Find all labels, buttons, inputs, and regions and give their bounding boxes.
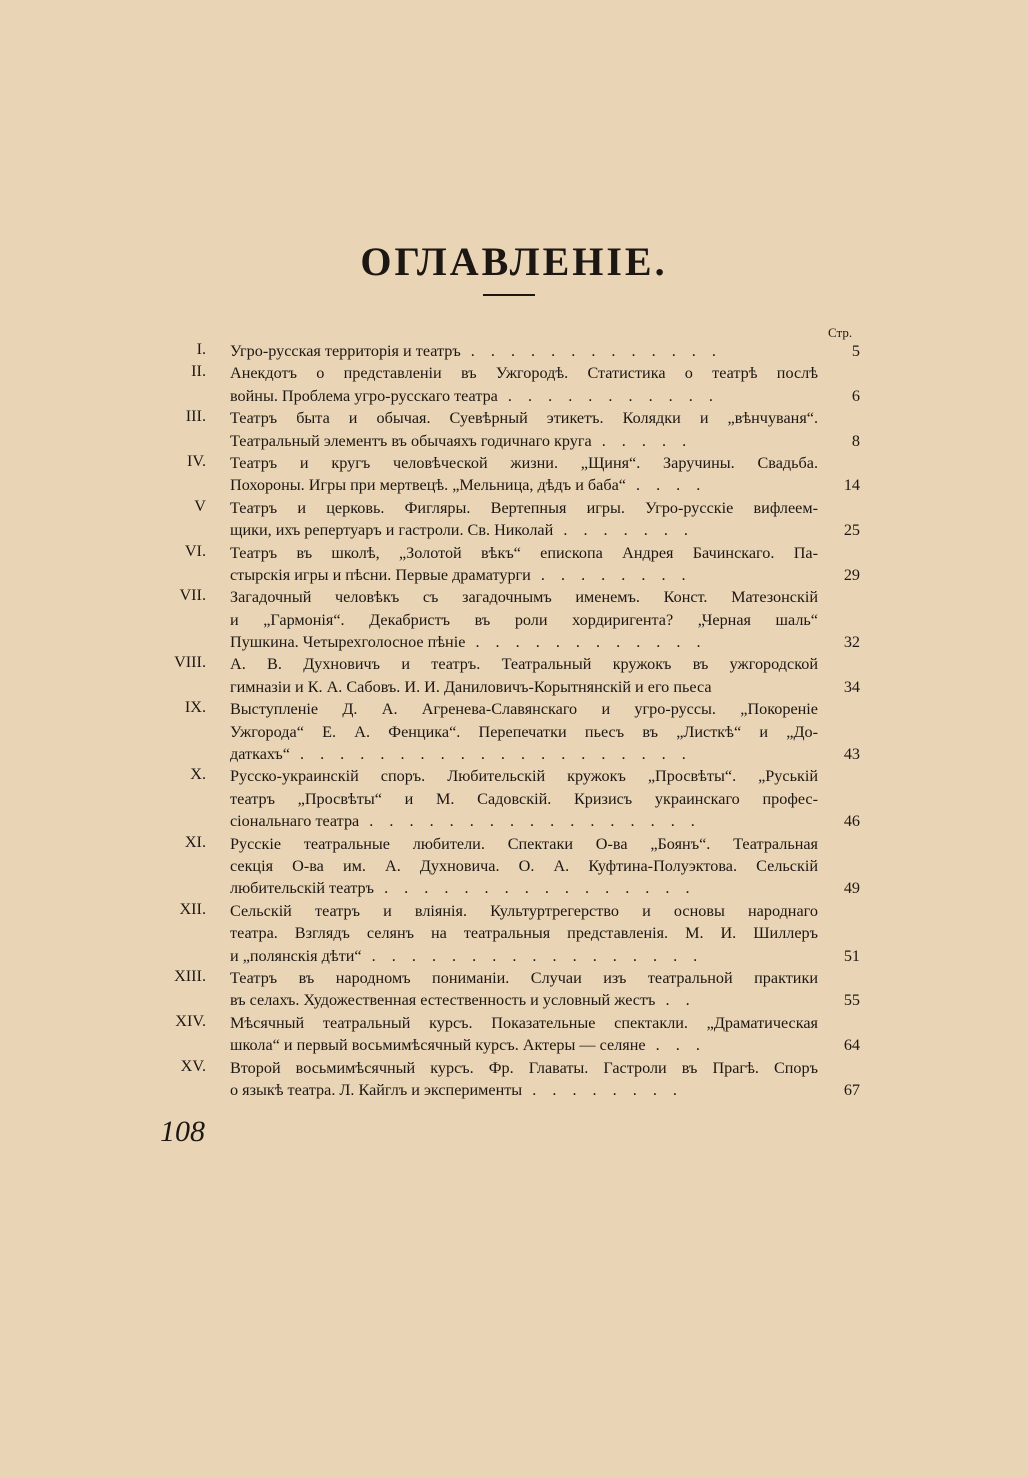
toc-entry-text: Мѣсячный театральный курсъ. Показательные спектакли. „Драматическая — [230, 1013, 818, 1032]
toc-entry — [160, 497, 860, 542]
toc-entry-line — [230, 721, 818, 743]
toc-entry-number: XIII. — [174, 966, 206, 985]
toc-entry-text: Театральный элементъ въ обычаяхъ годичнаго круга — [230, 431, 592, 450]
dot-leader: . . . . . . . . . . . — [497, 386, 719, 405]
toc-entry-text: Угро-русская территорія и театръ — [230, 342, 461, 360]
toc-entry-number: V — [194, 496, 206, 515]
toc-entry-text: Театръ и кругъ человѣческой жизни. „Щиня“. Заручины. Свадьба. — [230, 453, 818, 472]
toc-entry-line — [230, 833, 818, 855]
toc-entry-line — [230, 1034, 818, 1056]
toc-entry-text: Сельскій театръ и вліянія. Культуртрегерство и основы народнаго — [230, 901, 818, 920]
toc-entry-page: 51 — [843, 946, 860, 965]
toc-entry — [160, 542, 860, 587]
toc-entry-line — [230, 989, 818, 1011]
toc-entry-number: II. — [191, 362, 206, 381]
toc-entry-text: школа“ и первый восьмимѣсячный курсъ. Актеры — селяне — [230, 1036, 646, 1055]
toc-entry-number: XII. — [179, 899, 206, 918]
toc-entry-line — [230, 452, 818, 474]
toc-entry — [160, 698, 860, 765]
toc-entry — [160, 1057, 860, 1102]
dot-leader: . . . . . . . . — [530, 565, 692, 584]
toc-entry-text: и „Гармонія“. Декабристъ въ роли хордиригента? „Черная шаль“ — [230, 610, 818, 629]
toc-entry-page: 46 — [843, 812, 860, 831]
toc-entry-text: въ селахъ. Художественная естественность и условный жестъ — [230, 991, 656, 1010]
table-of-contents — [160, 340, 860, 1101]
toc-entry — [160, 900, 860, 967]
toc-entry-line — [230, 676, 818, 698]
toc-entry-line — [230, 653, 818, 675]
page-title: ОГЛАВЛЕНІЕ. — [360, 239, 668, 284]
toc-entry-line — [230, 385, 818, 407]
toc-entry-line — [230, 810, 818, 832]
toc-entry-line — [230, 430, 818, 452]
toc-entry-number: VIII. — [174, 653, 206, 672]
toc-entry-line — [230, 765, 818, 787]
toc-entry-line — [230, 586, 818, 608]
toc-entry-page: 43 — [843, 745, 860, 764]
toc-entry-text: Русскіе театральные любители. Спектаки О-ва „Боянъ“. Театральная — [230, 834, 818, 853]
toc-entry — [160, 833, 860, 900]
toc-entry-text: щики, ихъ репертуаръ и гастроли. Св. Николай — [230, 521, 554, 540]
toc-entry-line — [230, 609, 818, 631]
toc-entry-text: Театръ въ народномъ пониманіи. Случаи изъ театральной практики — [230, 968, 818, 987]
toc-entry-number: XV. — [180, 1056, 206, 1075]
toc-entry-page: 29 — [843, 565, 860, 584]
dot-leader: . . . . . . . — [553, 521, 694, 540]
toc-entry-text: секція О-ва им. А. Духновича. О. А. Куфтина-Полуэктова. Сельскій — [230, 856, 818, 875]
toc-entry-line — [230, 474, 818, 496]
dot-leader: . . . . . . . . — [522, 1080, 683, 1099]
toc-entry-line — [230, 900, 818, 922]
toc-entry-text: Пушкина. Четырехголосное пѣніе — [230, 633, 466, 652]
toc-entry-text: Русско-украинскій споръ. Любительскій кружокъ „Просвѣты“. „Руській — [230, 767, 818, 786]
dot-leader: . . . . . . . . . . . . . . . . — [374, 879, 696, 898]
toc-entry-text: Театръ быта и обычая. Суевѣрный этикетъ. Колядки и „вѣнчуваня“. — [230, 409, 818, 428]
toc-entry — [160, 362, 860, 407]
toc-entry-line — [230, 1012, 818, 1034]
toc-entry-text: Анекдотъ о представленіи въ Ужгородѣ. Статистика о театрѣ послѣ — [230, 364, 818, 383]
toc-entry-line — [230, 1079, 818, 1101]
toc-entry-page: 49 — [843, 879, 860, 898]
toc-entry-text: театръ „Просвѣты“ и М. Садовскій. Кризисъ украинскаго профес- — [230, 789, 818, 808]
toc-entry-line — [230, 542, 818, 564]
toc-entry — [160, 765, 860, 832]
toc-entry-line — [230, 631, 818, 653]
toc-entry-line — [230, 743, 818, 765]
dot-leader: . . . . — [625, 476, 707, 495]
dot-leader: . . . . . — [591, 431, 693, 450]
toc-entry-text: сіональнаго театра — [230, 812, 360, 831]
toc-entry-text: театра. Взглядъ селянъ на театральныя представленія. М. И. Шиллеръ — [230, 924, 818, 943]
toc-entry — [160, 407, 860, 452]
toc-entry-page: 6 — [851, 386, 860, 405]
dot-leader: . . . . . . . . . . . . . . . . . . . . — [289, 745, 692, 764]
toc-entry-line — [230, 362, 818, 384]
toc-entry-line — [230, 1057, 818, 1079]
toc-entry-text: Выступленіе Д. А. Агренева-Славянскаго и угро-руссы. „Покореніе — [230, 700, 818, 719]
page-column-label: Стр. — [828, 325, 853, 340]
toc-entry-number: VII. — [179, 586, 206, 605]
toc-entry-line — [230, 855, 818, 877]
toc-entry-text: о языкѣ театра. Л. Кайглъ и эксперименты — [230, 1080, 523, 1099]
toc-entry — [160, 586, 860, 653]
toc-entry-page: 67 — [843, 1080, 860, 1099]
dot-leader: . . — [655, 991, 696, 1010]
toc-entry-number: XI. — [184, 832, 206, 851]
toc-entry-page: 5 — [851, 342, 860, 360]
toc-entry-text: и „полянскія дѣти“ — [230, 946, 362, 965]
toc-entry-line — [230, 519, 818, 541]
toc-entry-page: 34 — [843, 677, 860, 696]
toc-entry — [160, 653, 860, 698]
toc-entry-page: 25 — [843, 521, 860, 540]
toc-entry-text: Театръ въ школѣ, „Золотой вѣкъ“ епископа Андрея Бачинскаго. Па- — [230, 543, 818, 562]
toc-entry-text: любительскій театръ — [230, 879, 375, 898]
toc-entry-number: VI. — [184, 541, 206, 560]
toc-entry-text: войны. Проблема угро-русскаго театра — [230, 386, 498, 405]
title-rule — [483, 294, 535, 296]
toc-entry-text: стырскія игры и пѣсни. Первые драматурги — [230, 565, 531, 584]
dot-leader: . . . . . . . . . . . . . . . . . — [359, 812, 701, 831]
toc-entry — [160, 1012, 860, 1057]
dot-leader: . . . — [645, 1036, 706, 1055]
toc-entry-page: 8 — [851, 431, 860, 450]
toc-entry-line — [230, 788, 818, 810]
toc-entry-text: даткахъ“ — [230, 745, 290, 764]
toc-entry-number: XIV. — [175, 1011, 206, 1030]
toc-entry-text: гимназіи и К. А. Сабовъ. И. И. Даниловичъ-Корытнянскій и его пьеса — [230, 677, 712, 696]
toc-entry-text: Загадочный человѣкъ съ загадочнымъ именемъ. Конст. Матезонскій — [230, 588, 818, 607]
toc-entry-page: 14 — [843, 476, 860, 495]
dot-leader: . . . . . . . . . . . . . — [460, 342, 722, 360]
toc-entry-line — [230, 564, 818, 586]
toc-entry-text: Ужгорода“ Е. А. Фенцика“. Перепечатки пьесъ въ „Листкѣ“ и „До- — [230, 722, 818, 741]
toc-entry-line — [230, 922, 818, 944]
page-number: 108 — [160, 1115, 205, 1148]
toc-entry — [160, 452, 860, 497]
toc-entry-line — [230, 967, 818, 989]
toc-entry-line — [230, 497, 818, 519]
toc-entry-number: I. — [196, 340, 206, 358]
toc-entry-number: IV. — [186, 451, 206, 470]
toc-entry-text: А. В. Духновичъ и театръ. Театральный кружокъ въ ужгородской — [230, 655, 818, 674]
toc-entry-number: IX. — [184, 698, 206, 717]
toc-entry-line — [230, 877, 818, 899]
toc-entry — [160, 967, 860, 1012]
toc-entry-line — [230, 340, 818, 362]
toc-entry-page: 64 — [843, 1036, 860, 1055]
toc-entry-line — [230, 698, 818, 720]
toc-entry-text: Театръ и церковь. Фигляры. Вертепныя игры. Угро-русскіе вифлеем- — [230, 498, 818, 517]
toc-entry-line — [230, 407, 818, 429]
toc-entry — [160, 340, 860, 362]
dot-leader: . . . . . . . . . . . . . . . . . — [361, 946, 704, 965]
dot-leader: . . . . . . . . . . . . — [465, 633, 707, 652]
toc-entry-line — [230, 945, 818, 967]
toc-entry-page: 55 — [843, 991, 860, 1010]
toc-entry-page: 32 — [843, 633, 860, 652]
toc-entry-number: III. — [185, 407, 206, 426]
toc-entry-number: X. — [190, 765, 206, 784]
toc-entry-text: Второй восьмимѣсячный курсъ. Фр. Главаты. Гастроли въ Прагѣ. Споръ — [230, 1058, 818, 1077]
toc-entry-text: Похороны. Игры при мертвецѣ. „Мельница, дѣдъ и баба“ — [230, 476, 626, 495]
